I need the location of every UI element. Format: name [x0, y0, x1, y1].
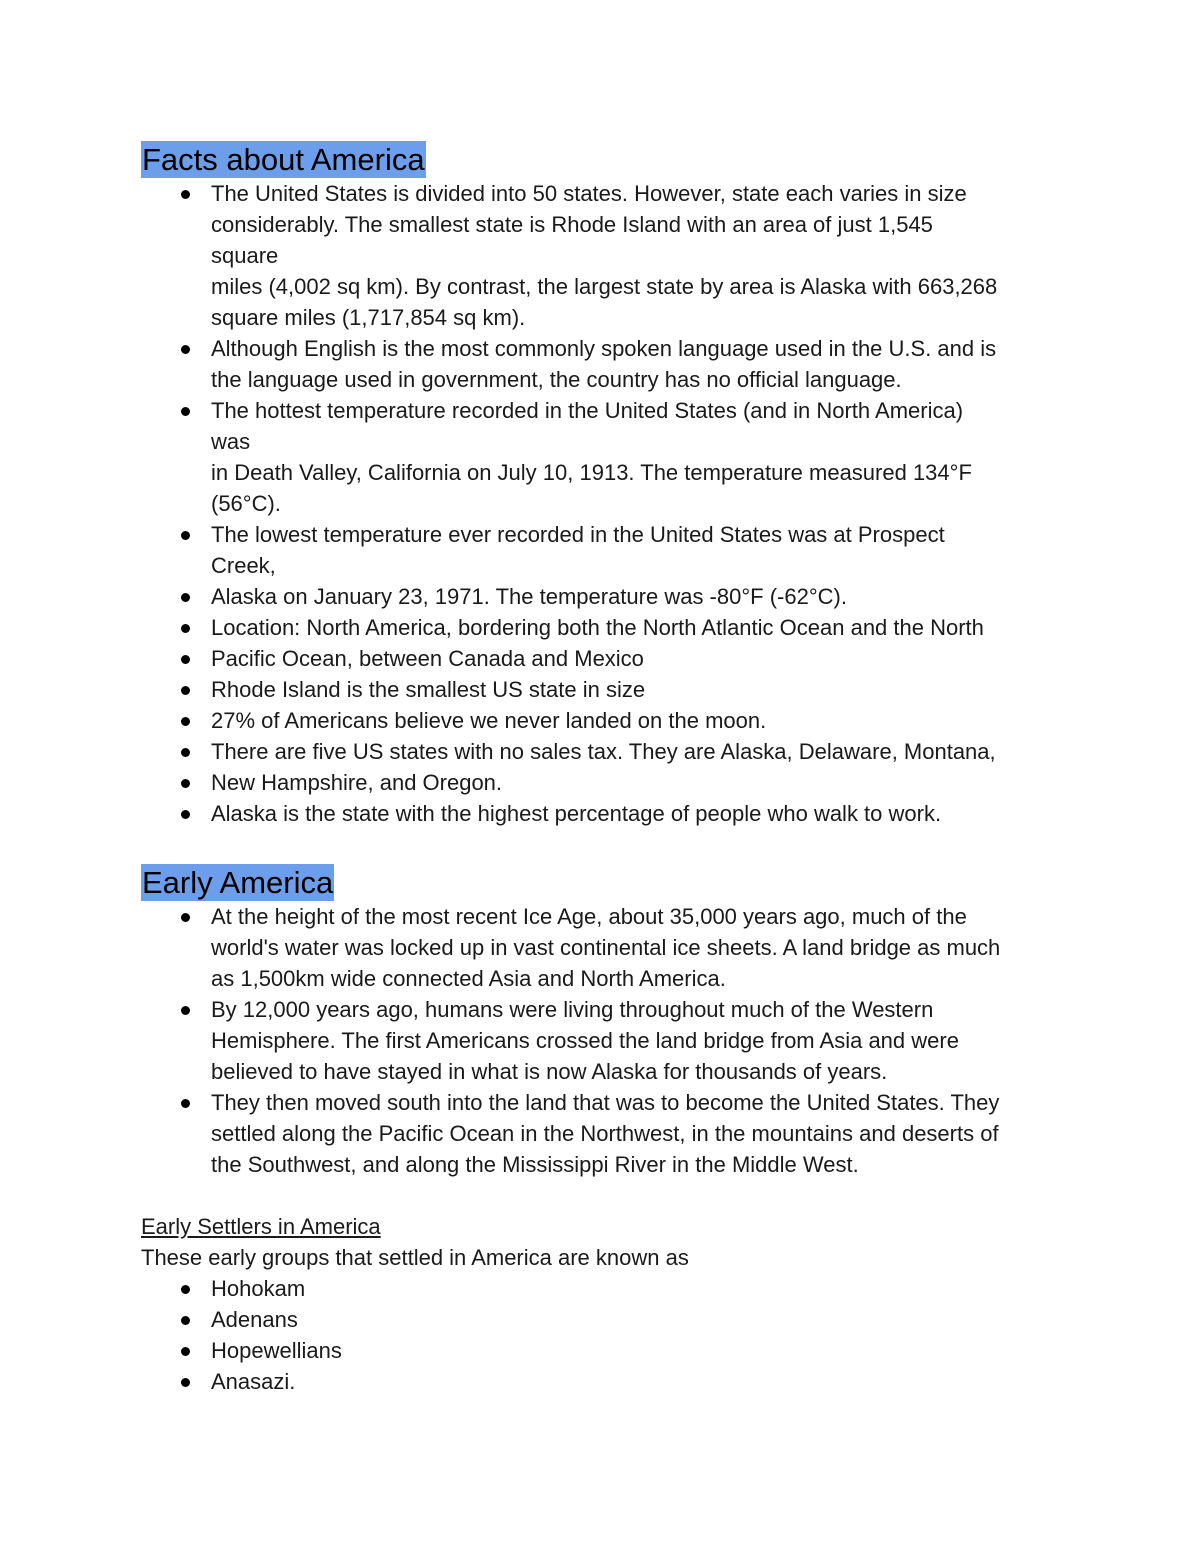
list-item-line: considerably. The smallest state is Rhode Island with an area of just 1,545 — [211, 212, 933, 237]
bullet-icon — [181, 1285, 190, 1294]
bullet-icon — [181, 717, 190, 726]
bullet-icon — [181, 810, 190, 819]
list-item — [141, 395, 1071, 519]
list-item-line: New Hampshire, and Oregon. — [211, 770, 503, 795]
bullet-icon — [181, 1316, 190, 1325]
list-item — [141, 1335, 1071, 1366]
bullet-icon — [181, 531, 190, 540]
list-item — [141, 333, 1071, 395]
list-item-line: 27% of Americans believe we never landed on the moon. — [211, 708, 767, 733]
list-item — [141, 674, 1071, 705]
list-item-line: the language used in government, the country has no official language. — [211, 367, 902, 392]
list-item — [141, 1304, 1071, 1335]
list-item-line: (56°C). — [211, 491, 281, 516]
list-item-line: as 1,500km wide connected Asia and North America. — [211, 966, 726, 991]
list-item-line: The hottest temperature recorded in the United States (and in North America) — [211, 398, 964, 423]
early-america-list — [141, 901, 1071, 1180]
section-heading-facts: Facts about America — [142, 142, 425, 177]
list-item — [141, 994, 1071, 1087]
list-item-line: There are five US states with no sales tax. They are Alaska, Delaware, Montana, — [211, 739, 996, 764]
list-item-line: Pacific Ocean, between Canada and Mexico — [211, 646, 644, 671]
list-item — [141, 1273, 1071, 1304]
bullet-icon — [181, 655, 190, 664]
bullet-icon — [181, 779, 190, 788]
list-item-line: square — [211, 243, 279, 268]
facts-list — [141, 178, 1071, 829]
list-item-line: square miles (1,717,854 sq km). — [211, 305, 526, 330]
bullet-icon — [181, 1099, 190, 1108]
early-settlers-intro: These early groups that settled in America are known as — [141, 1245, 689, 1270]
list-item — [141, 798, 1071, 829]
list-item-line: Location: North America, bordering both the North Atlantic Ocean and the North — [211, 615, 984, 640]
list-item-line: Hemisphere. The first Americans crossed the land bridge from Asia and were — [211, 1028, 959, 1053]
document-page — [141, 141, 1071, 1397]
bullet-icon — [181, 593, 190, 602]
bullet-icon — [181, 913, 190, 922]
list-item-line: believed to have stayed in what is now Alaska for thousands of years. — [211, 1059, 888, 1084]
list-item-line: Hopewellians — [211, 1338, 342, 1363]
list-item — [141, 178, 1071, 333]
list-item-line: miles (4,002 sq km). By contrast, the largest state by area is Alaska with 663,268 — [211, 274, 998, 299]
settlers-list — [141, 1273, 1071, 1397]
list-item-line: Anasazi. — [211, 1369, 296, 1394]
list-item-line: world's water was locked up in vast continental ice sheets. A land bridge as much — [211, 935, 1001, 960]
list-item-line: Hohokam — [211, 1276, 306, 1301]
list-item — [141, 612, 1071, 643]
bullet-icon — [181, 748, 190, 757]
list-item-line: They then moved south into the land that was to become the United States. They — [211, 1090, 1000, 1115]
list-item — [141, 705, 1071, 736]
list-item — [141, 519, 1071, 581]
bullet-icon — [181, 190, 190, 199]
list-item-line: Creek, — [211, 553, 276, 578]
list-item — [141, 901, 1071, 994]
list-item-line: At the height of the most recent Ice Age, about 35,000 years ago, much of the — [211, 904, 967, 929]
bullet-icon — [181, 1378, 190, 1387]
bullet-icon — [181, 1006, 190, 1015]
list-item-line: Alaska on January 23, 1971. The temperature was -80°F (-62°C). — [211, 584, 847, 609]
list-item-line: Alaska is the state with the highest percentage of people who walk to work. — [211, 801, 942, 826]
list-item — [141, 736, 1071, 767]
list-item-line: in Death Valley, California on July 10, 1913. The temperature measured 134°F — [211, 460, 972, 485]
list-item — [141, 643, 1071, 674]
list-item — [141, 767, 1071, 798]
bullet-icon — [181, 345, 190, 354]
list-item-line: Rhode Island is the smallest US state in size — [211, 677, 646, 702]
list-item — [141, 1366, 1071, 1397]
list-item-line: Adenans — [211, 1307, 298, 1332]
list-item-line: was — [211, 429, 251, 454]
section-heading-early-america: Early America — [142, 865, 334, 900]
list-item-line: settled along the Pacific Ocean in the Northwest, in the mountains and deserts of — [211, 1121, 999, 1146]
bullet-icon — [181, 407, 190, 416]
subheading-early-settlers: Early Settlers in America — [141, 1214, 381, 1239]
bullet-icon — [181, 1347, 190, 1356]
list-item-line: The United States is divided into 50 states. However, state each varies in size — [211, 181, 967, 206]
bullet-icon — [181, 624, 190, 633]
bullet-icon — [181, 686, 190, 695]
list-item-line: Although English is the most commonly spoken language used in the U.S. and is — [211, 336, 997, 361]
list-item-line: The lowest temperature ever recorded in the United States was at Prospect — [211, 522, 945, 547]
list-item-line: By 12,000 years ago, humans were living throughout much of the Western — [211, 997, 934, 1022]
list-item — [141, 581, 1071, 612]
list-item — [141, 1087, 1071, 1180]
list-item-line: the Southwest, and along the Mississippi River in the Middle West. — [211, 1152, 859, 1177]
